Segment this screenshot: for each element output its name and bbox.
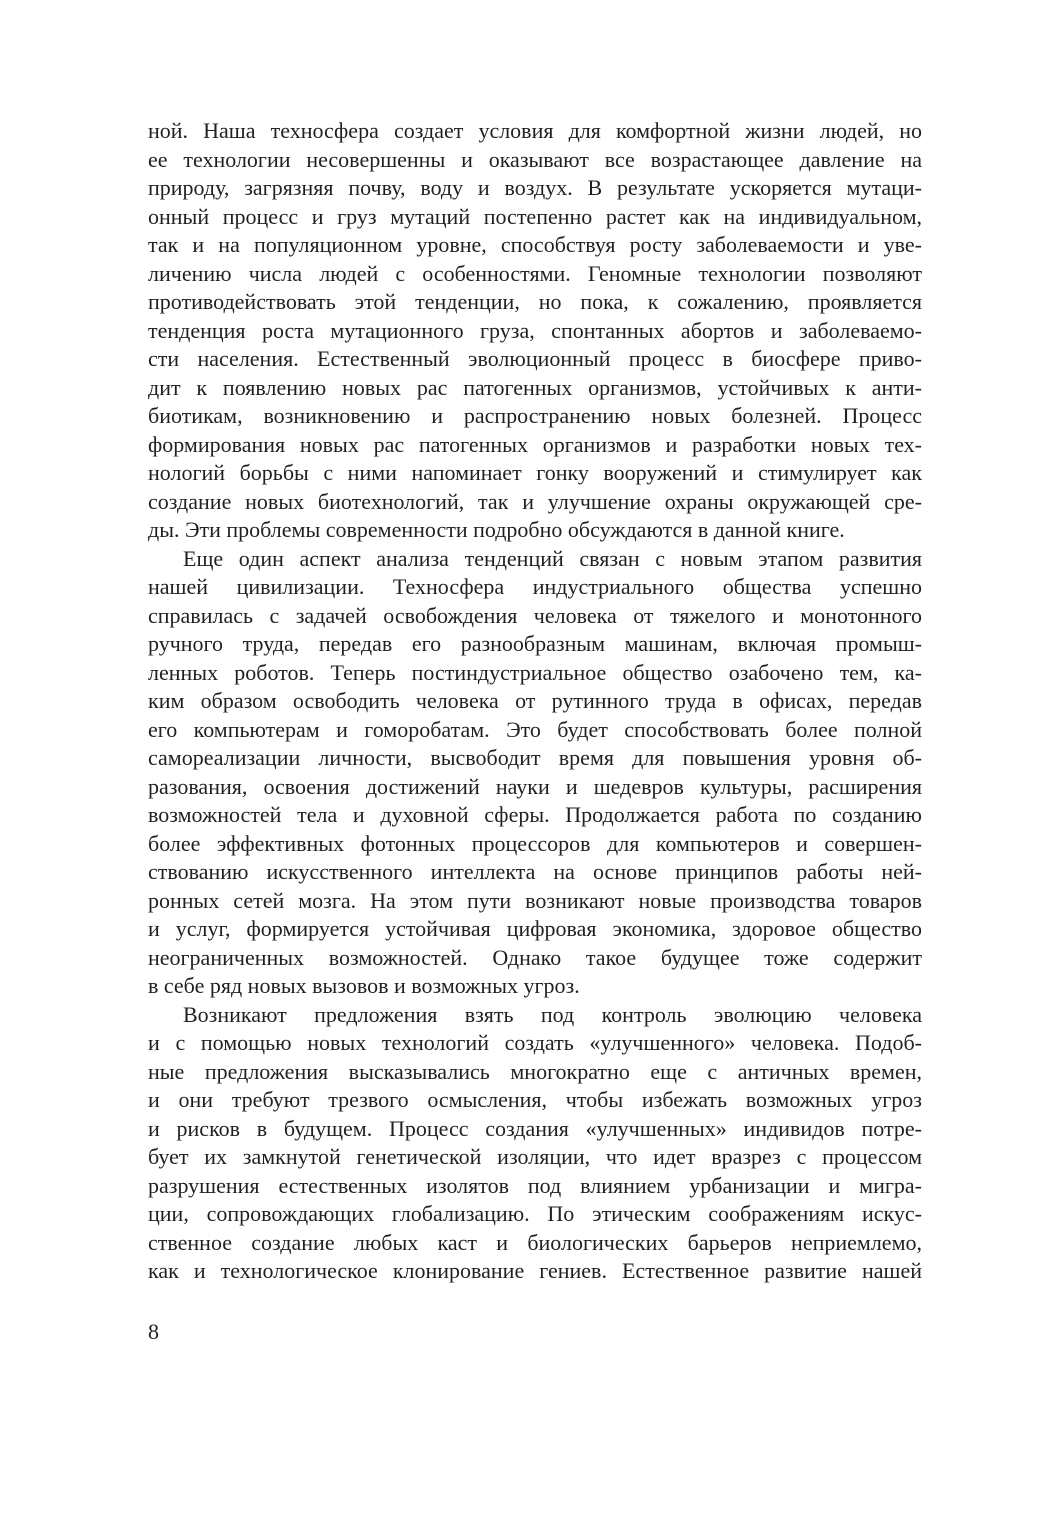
text-line: ды. Эти проблемы современности подробно обсуждаются в данной книге. (148, 517, 845, 542)
text-line: онный процесс и груз мутаций постепенно растет как на индивидуальном, (148, 203, 922, 229)
text-line: бует их замкнутой генетической изоляции, что идет вразрез с процессом (148, 1144, 922, 1169)
text-line: создание новых биотехнологий, так и улучшение охраны окружающей сре- (148, 488, 922, 514)
text-line: ронных сетей мозга. На этом пути возникают новые производства товаров (148, 887, 922, 913)
text-line: в себе ряд новых вызовов и возможных угроз. (148, 973, 580, 998)
text-line: сти населения. Естественный эволюционный процесс в биосфере приво- (148, 346, 922, 371)
text-line: ким образом освободить человека от рутинного труда в офисах, передав (148, 688, 922, 713)
text-line: тенденция роста мутационного груза, спонтанных абортов и заболеваемо- (148, 317, 922, 343)
text-line: возможностей тела и духовной сферы. Продолжается работа по созданию (148, 802, 922, 827)
text-line: формирования новых рас патогенных организмов и разработки новых тех- (148, 431, 922, 457)
text-line: нологий борьбы с ними напоминает гонку вооружений и стимулирует как (148, 460, 922, 485)
text-line: ной. Наша техносфера создает условия для комфортной жизни людей, но (148, 118, 922, 143)
text-line: и с помощью новых технологий создать «улучшенного» человека. Подоб- (148, 1030, 922, 1055)
text-line: природу, загрязняя почву, воду и воздух. В результате ускоряется мутаци- (148, 175, 922, 200)
text-line: и рисков в будущем. Процесс создания «улучшенных» индивидов потре- (148, 1115, 922, 1141)
text-line: ленных роботов. Теперь постиндустриальное общество озабочено тем, ка- (148, 659, 922, 685)
text-line: ные предложения высказывались многократно еще с античных времен, (148, 1058, 922, 1084)
text-line: Возникают предложения взять под контроль эволюцию человека (183, 1001, 922, 1027)
text-line: самореализации личности, высвободит время для повышения уровня об- (148, 745, 922, 770)
text-line: его компьютерам и гоморобатам. Это будет способствовать более полной (148, 716, 922, 742)
text-line: Еще один аспект анализа тенденций связан с новым этапом развития (183, 545, 922, 571)
paragraph (148, 545, 922, 1001)
text-line: более эффективных фотонных процессоров для компьютеров и совершен- (148, 830, 922, 856)
text-line: ции, сопровождающих глобализацию. По этическим соображениям искус- (148, 1201, 922, 1226)
page-number: 8 (148, 1319, 159, 1344)
text-line: как и технологическое клонирование гениев. Естественное развитие нашей (148, 1258, 922, 1283)
text-line: разования, освоения достижений науки и шедевров культуры, расширения (148, 773, 922, 799)
text-line: справилась с задачей освобождения человека от тяжелого и монотонного (148, 602, 922, 628)
text-line: личению числа людей с особенностями. Геномные технологии позволяют (148, 260, 922, 286)
text-line: ственное создание любых каст и биологических барьеров неприемлемо, (148, 1229, 922, 1255)
text-line: и они требуют трезвого осмысления, чтобы избежать возможных угроз (148, 1087, 922, 1112)
text-line: противодействовать этой тенденции, но пока, к сожалению, проявляется (148, 289, 922, 314)
text-line: ствованию искусственного интеллекта на основе принципов работы ней- (148, 859, 922, 884)
paragraph (148, 1001, 922, 1286)
paragraph (148, 117, 922, 545)
text-line: биотикам, возникновению и распространению новых болезней. Процесс (148, 403, 922, 428)
text-line: ее технологии несовершенны и оказывают все возрастающее давление на (148, 146, 922, 172)
text-line: разрушения естественных изолятов под влиянием урбанизации и мигра- (148, 1172, 922, 1198)
text-line: ручного труда, передав его разнообразным машинам, включая промыш- (148, 631, 922, 656)
text-line: нашей цивилизации. Техносфера индустриального общества успешно (148, 574, 922, 599)
text-line: так и на популяционном уровне, способствуя росту заболеваемости и уве- (148, 232, 922, 257)
body-text (148, 117, 922, 1286)
text-line: и услуг, формируется устойчивая цифровая экономика, здоровое общество (148, 916, 922, 941)
text-line: неограниченных возможностей. Однако такое будущее тоже содержит (148, 944, 922, 970)
text-line: дит к появлению новых рас патогенных организмов, устойчивых к анти- (148, 374, 922, 400)
